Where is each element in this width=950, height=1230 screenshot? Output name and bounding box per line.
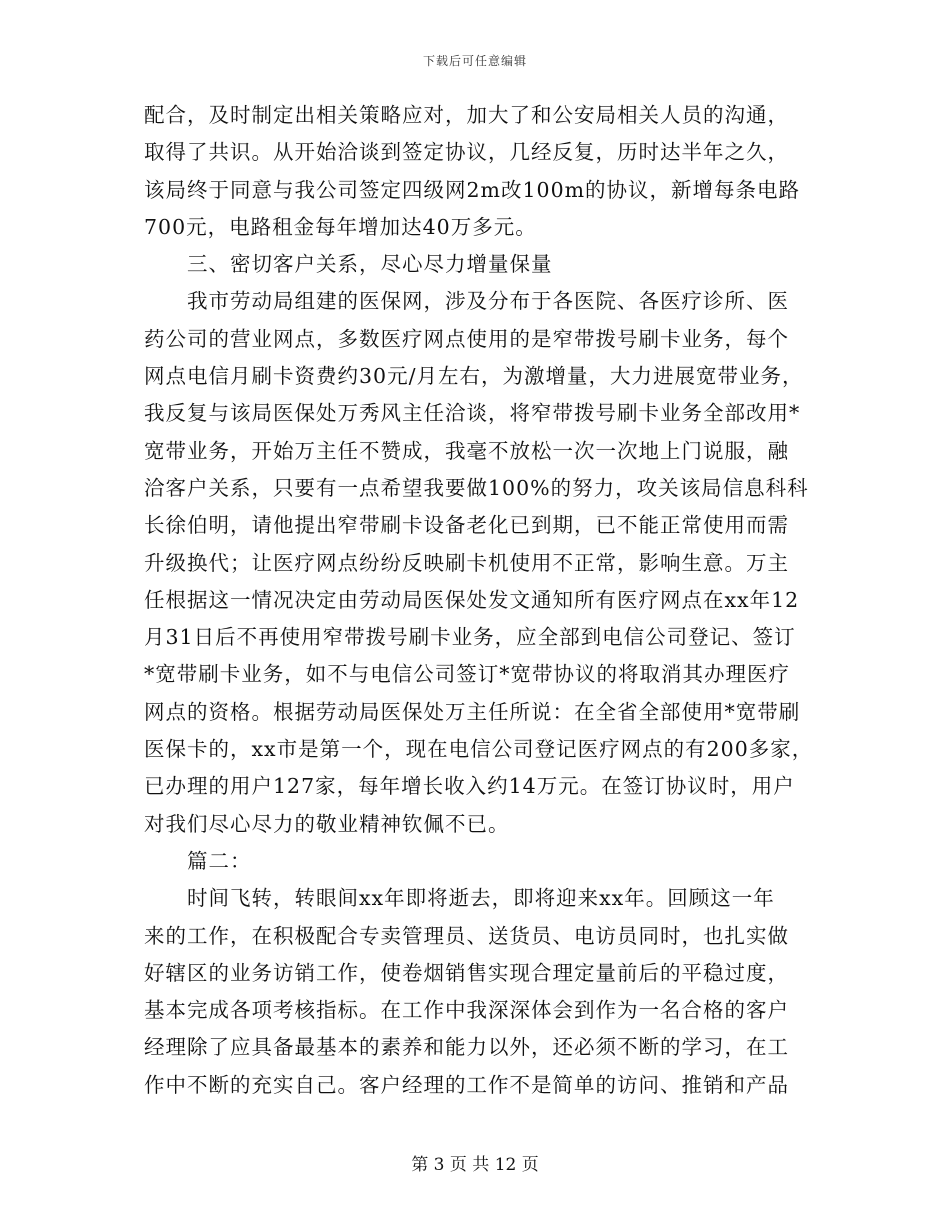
body-line: 网点电信月刷卡资费约30元/月左右，为激增量，大力进展宽带业务，	[144, 364, 804, 389]
body-line: 来的工作，在积极配合专卖管理员、送货员、电访员同时，也扎实做	[144, 923, 789, 948]
body-line: 升级换代；让医疗网点纷纷反映刷卡机使用不正常，影响生意。万主	[144, 550, 789, 575]
body-line: 对我们尽心尽力的敬业精神钦佩不已。	[144, 811, 510, 836]
body-line: 药公司的营业网点，多数医疗网点使用的是窄带拨号刷卡业务，每个	[144, 326, 789, 351]
body-line: 我反复与该局医保处万秀风主任洽谈，将窄带拨号刷卡业务全部改用*	[144, 401, 801, 426]
body-line: 好辖区的业务访销工作，使卷烟销售实现合理定量前后的平稳过度，	[144, 960, 789, 985]
page-footer: 第 3 页 共 12 页	[411, 1155, 539, 1175]
body-line: 我市劳动局组建的医保网，涉及分布于各医院、各医疗诊所、医	[187, 289, 789, 314]
section-heading: 三、密切客户关系，尽心尽力增量保量	[187, 252, 553, 277]
body-line: 经理除了应具备最基本的素养和能力以外，还必须不断的学习，在工	[144, 1035, 789, 1060]
page-header: 下载后可任意编辑	[422, 54, 527, 68]
body-line: 网点的资格。根据劳动局医保处万主任所说：在全省全部使用*宽带刷	[144, 699, 801, 724]
body-line: 月31日后不再使用窄带拨号刷卡业务，应全部到电信公司登记、签订	[144, 625, 796, 650]
body-line: 已办理的用户127家，每年增长收入约14万元。在签订协议时，用户	[144, 774, 795, 799]
body-line: 长徐伯明，请他提出窄带刷卡设备老化已到期，已不能正常使用而需	[144, 513, 789, 538]
body-line: 任根据这一情况决定由劳动局医保处发文通知所有医疗网点在xx年12	[144, 587, 800, 612]
document-body	[144, 97, 814, 1104]
body-line: 配合，及时制定出相关策略应对，加大了和公安局相关人员的沟通，	[144, 103, 789, 127]
body-line: 洽客户关系，只要有一点希望我要做100%的努力，攻关该局信息科科	[144, 475, 809, 500]
body-line: 700元，电路租金每年增加达40万多元。	[144, 214, 537, 239]
body-line: 该局终于同意与我公司签定四级网2m改100m的协议，新增每条电路	[144, 177, 801, 202]
body-line: *宽带刷卡业务，如不与电信公司签订*宽带协议的将取消其办理医疗	[144, 662, 790, 687]
body-line: 宽带业务，开始万主任不赞成，我毫不放松一次一次地上门说服，融	[144, 438, 789, 463]
body-line: 医保卡的，xx市是第一个，现在电信公司登记医疗网点的有200多家，	[144, 737, 814, 762]
body-line: 作中不断的充实自己。客户经理的工作不是简单的访问、推销和产品	[144, 1072, 789, 1097]
body-line: 时间飞转，转眼间xx年即将逝去，即将迎来xx年。回顾这一年	[187, 886, 775, 911]
body-line: 基本完成各项考核指标。在工作中我深深体会到作为一名合格的客户	[144, 998, 789, 1023]
body-line: 取得了共识。从开始洽谈到签定协议，几经反复，历时达半年之久，	[144, 140, 789, 165]
section-heading: 篇二：	[187, 848, 252, 873]
